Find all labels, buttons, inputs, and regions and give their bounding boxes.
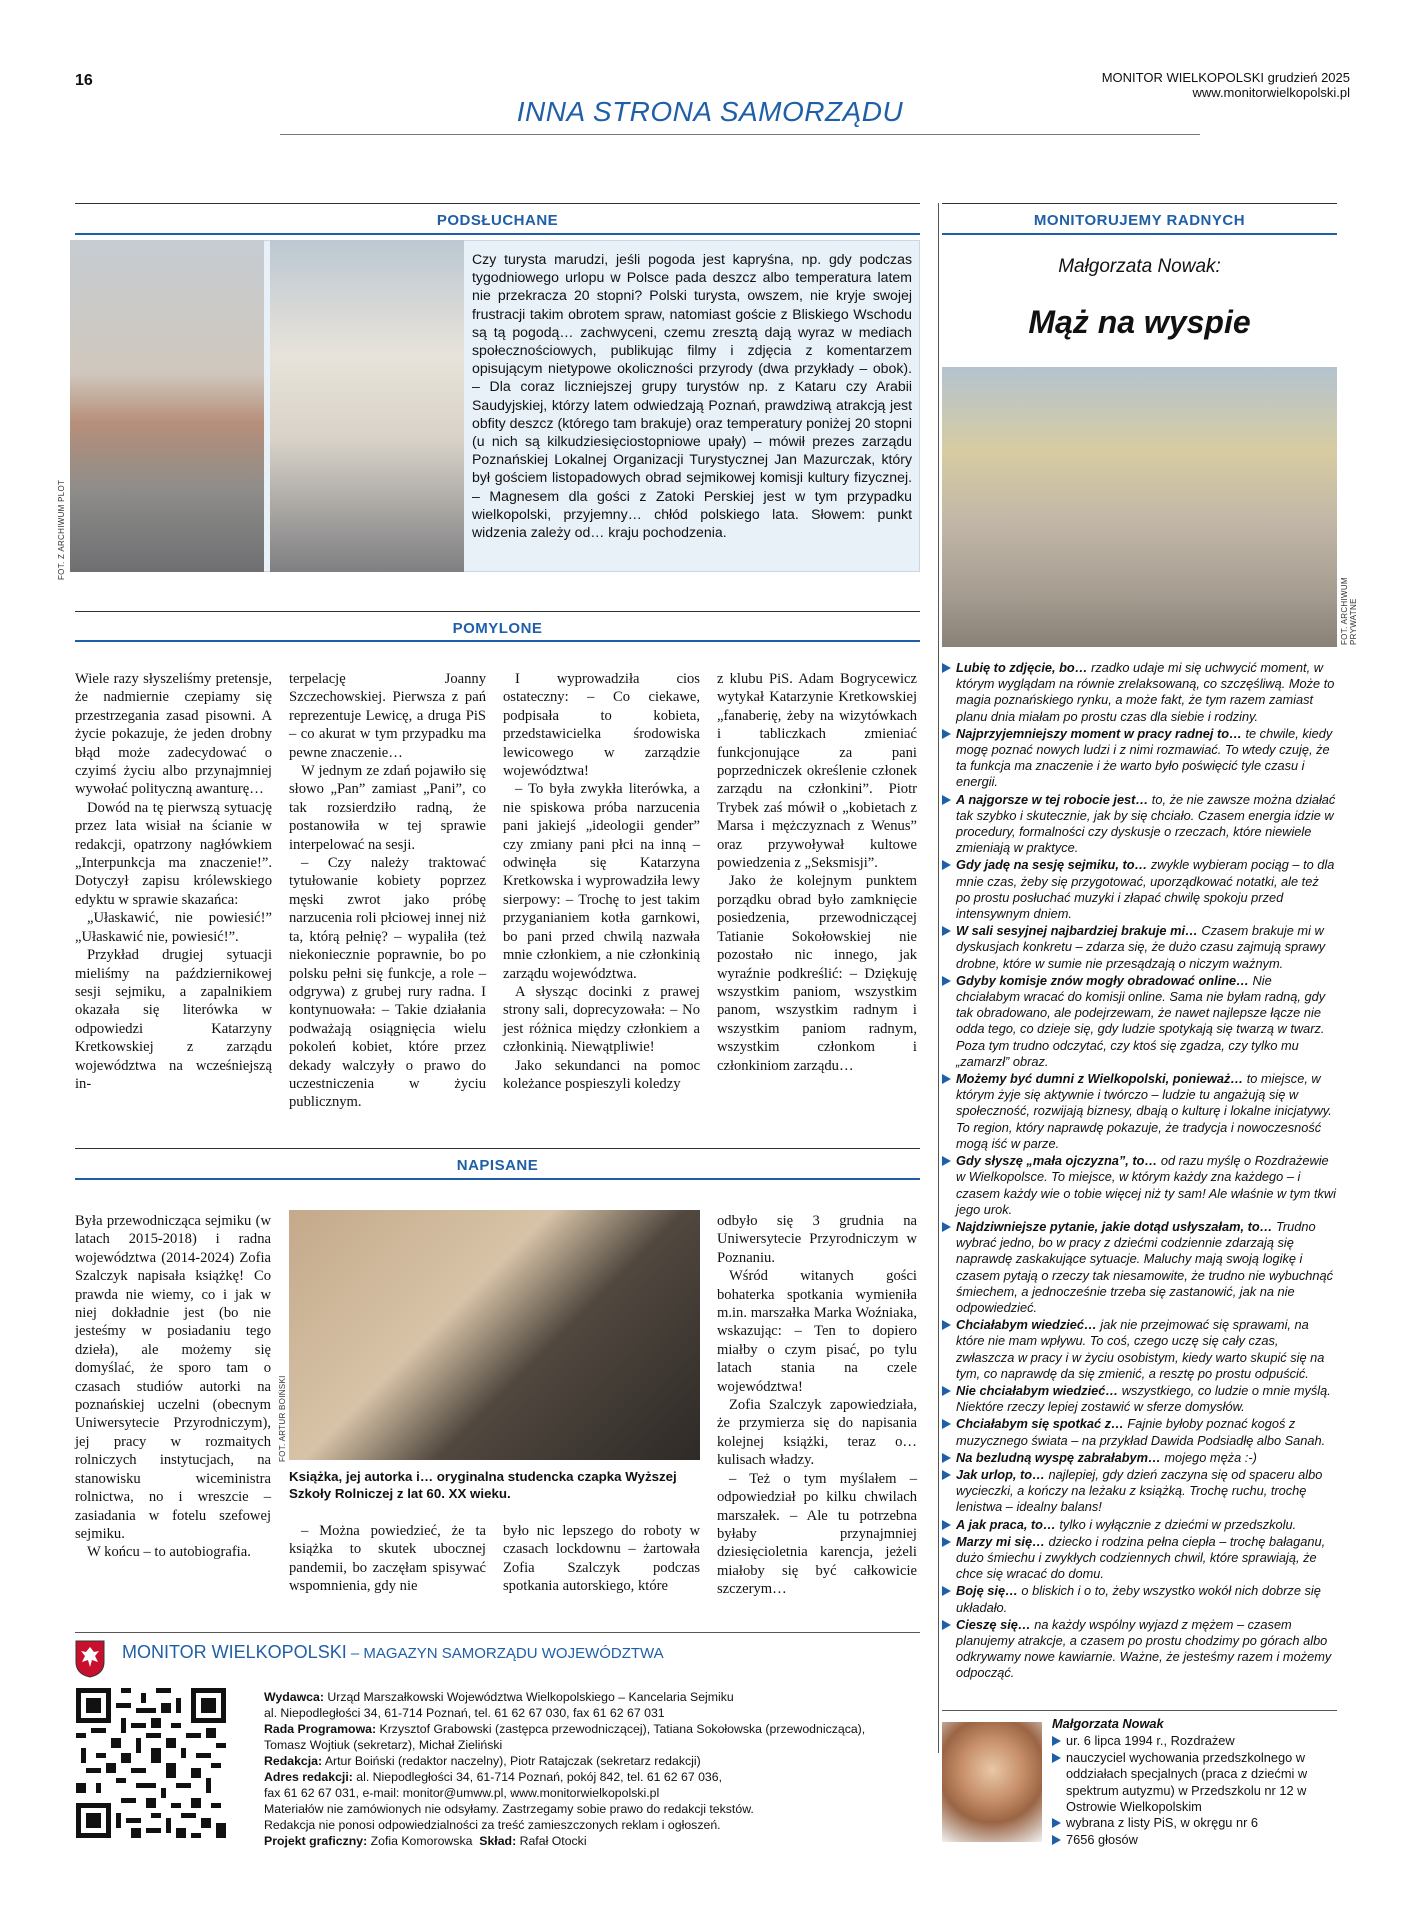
napisane-title: NAPISANE [456,1157,539,1174]
footer-info [264,1689,924,1849]
footer-line: Redakcja: Artur Boiński (redaktor naczelny), Piotr Ratajczak (sekretarz redakcji) [264,1754,701,1768]
tourist-rain-photo-1 [70,240,264,572]
qa-item: A najgorsze w tej robocie jest… to, że nie zawsze można działać tak szybko i skutecznie, jak by się chciało. Czasem energia idzie w procedury, formalności czy dyskusje o rzeczach, które niewiele zmieniają w praktyce. [942,792,1336,857]
pomylone-col-2 [289,670,486,1112]
qa-item: Cieszę się… na każdy wspólny wyjazd z mężem – czasem planujemy atrakcje, a czasem po prostu chodzimy po górach albo odkrywamy nowe kawiarnie. Ważne, że jesteśmy razem i możemy odpocząć. [942,1617,1336,1682]
bio-item: wybrana z listy PiS, w okręgu nr 6 [1052,1815,1337,1831]
footer-rule [75,1632,920,1633]
bio-box [1052,1716,1337,1848]
footer-line: Rada Programowa: Krzysztof Grabowski (zastępca przewodniczącej), Tatiana Sokołowska (przewodnicząca), [264,1722,866,1736]
paragraph: – Też o tym myślałem – odpowiedział po kilku chwilach marszałek. – Ale tu potrzebna byłaby przynajmniej dziesięcioletnia karencja, jeżeli miałoby się być całkowicie szczerym… [717,1470,917,1598]
paragraph: I wyprowadziła cios ostateczny: – Co ciekawe, podpisała to kobieta, przedstawicielka środowiska lewicowego w zarządzie województwa! [503,671,700,780]
paragraph: Była przewodnicząca sejmiku (w latach 2015-2018) i radna województwa (2014-2024) Zofia Szalczyk napisała książkę! Co prawda nie wiemy, co i jak w niej dokładnie jest (bo nie jesteśmy w posiadaniu tego dzieła), ale możemy się domyślać, że sporo tam o czasach studiów autorki na poznańskiej uczelni (obecnym Uniwersytecie Przyrodniczym), jej pracy w rozmaitych rolniczych instytucjach, na stanowisku wiceministra rolnictwa, no i wreszcie – zasiadania w fotelu szefowej sejmiku. [75,1213,271,1542]
bio-item: nauczyciel wychowania przedszkolnego w oddziałach specjalnych (praca z dziećmi w spektrum autyzmu) w Przedszkolu nr 12 w Ostrowie Wielkopolskim [1052,1750,1337,1816]
napisane-photo-credit: FOT. ARTUR BOIŃSKI [278,1375,287,1462]
pomylone-title: POMYLONE [452,620,543,637]
footer-line: Projekt graficzny: Zofia Komorowska Skład: Rafał Otocki [264,1834,587,1848]
bio-rule [942,1710,1337,1711]
pomylone-rule [75,611,920,612]
napisane-rule [75,1148,920,1149]
coat-of-arms-icon [75,1640,105,1678]
qa-item: Gdyby komisje znów mogły obradować online… Nie chciałabym wracać do komisji online. Sama nie byłam radną, gdy tak obradowano, ale podejrzewam, że nawet najlepsze łącze nie odda tego, co dzieje się, gdy ludzie spotykają się twarzą w twarz. Poza tym trudno odczytać, czy ktoś się zgadza, czy tylko mu „zamarzł” obraz. [942,973,1336,1070]
paragraph: W jednym ze zdań pojawiło się słowo „Pan” zamiast „Pani”, co tak rozsierdziło radną, że postanowiła w tej sprawie interpelować na sesji. [289,763,486,853]
pomylone-col-1 [75,670,272,1093]
footer-line: fax 61 62 67 031, e-mail: monitor@umww.pl, www.monitorwielkopolski.pl [264,1786,660,1800]
footer-line: Tomasz Wojtiuk (sekretarz), Michał Zieliński [264,1738,503,1752]
paragraph: Wśród witanych gości bohaterka spotkania wymieniła m.in. marszałka Marka Woźniaka, wskazując: – Ten to dopiero miałby o czym pisać, po tylu latach stania na czele województwa! [717,1268,917,1395]
bio-name: Małgorzata Nowak [1052,1716,1164,1731]
footer-line: Redakcja nie ponosi odpowiedzialności za treść zamieszczonych reklam i ogłoszeń. [264,1818,721,1832]
qa-item: Chciałabym wiedzieć… jak nie przejmować się sprawami, na które nie mam wpływu. To coś, czego uczę się cały czas, zwłaszcza w pracy i w życiu osobistym, kiedy warto skupić się na tym, co naprawdę da się zmienić, a resztę po prostu odpuścić. [942,1317,1336,1382]
paragraph: było nic lepszego do roboty w czasach lockdownu – żartowała Zofia Szalczyk podczas spotkania autorskiego, które [503,1523,700,1595]
napisane-col-3 [503,1522,700,1596]
qa-item: Nie chciałabym wiedzieć… wszystkiego, co ludzie o mnie myślą. Niektóre rzeczy lepiej zostawić w sferze domysłów. [942,1383,1336,1415]
qr-code-icon[interactable] [76,1688,226,1838]
paragraph: odbyło się 3 grudnia na Uniwersytecie Przyrodniczym w Poznaniu. [717,1213,917,1266]
qa-item: A jak praca, to… tylko i wyłącznie z dziećmi w przedszkolu. [942,1517,1336,1533]
photo-caption: Książka, jej autorka i… oryginalna studencka czapka Wyższej Szkoły Rolniczej z lat 60. XX wieku. [289,1469,677,1501]
qa-item: Jak urlop, to… najlepiej, gdy dzień zaczyna się od spaceru albo wycieczki, a kończy na leżaku z książką. Trochę ruchu, trochę lenistwa – idealny balans! [942,1467,1336,1516]
qa-item: Boję się… o bliskich i o to, żeby wszystko wokół nich dobrze się układało. [942,1583,1336,1615]
qa-item: Chciałabym się spotkać z… Fajnie byłoby poznać kogoś z muzycznego świata – na przykład Dawida Podsiadłę albo Sanah. [942,1416,1336,1448]
councillor-name: Małgorzata Nowak: [1058,256,1221,277]
header-divider [280,134,1200,135]
napisane-col-4 [717,1212,917,1599]
paragraph: Zofia Szalczyk zapowiedziała, że przymierza się do napisania kolejnej książki, teraz o… kulisach władzy. [717,1397,917,1469]
qa-item: Najprzyjemniejszy moment w pracy radnej to… te chwile, kiedy mogę poznać nowych ludzi i z nimi rozmawiać. To wtedy czuję, że ta funkcja ma znaczenie i że warto było poświęcić tyle czasu i energii. [942,726,1336,791]
qa-item: Na bezludną wyspę zabrałabym… mojego męża :-) [942,1450,1336,1466]
paragraph: „Ułaskawić, nie powiesić!” „Ułaskawić nie, powiesić!”. [75,910,272,945]
qa-item: Gdy słyszę „mała ojczyzna”, to… od razu myślę o Rozdrażewie w Wielkopolsce. To miejsce, w którym każdy zna każdego – i czasem każdy wie o tobie więcej niż ty sam! Ale właśnie w tym tkwi jego urok. [942,1153,1336,1218]
podsluchane-line [75,233,920,235]
monitorujemy-title: MONITORUJEMY RADNYCH [1033,212,1246,229]
paragraph: – Można powiedzieć, że ta książka to skutek ubocznej pandemii, bo zaczęłam spisywać wspomnienia, gdy nie [289,1523,486,1595]
paragraph: Przykład drugiej sytuacji mieliśmy na październikowej sesji sejmiku, a zapalnikiem okazała się literówka w odpowiedzi Katarzyny Kretkowskiej z zarządu województwa na wcześniejszą in- [75,947,272,1092]
councillor-photo [942,367,1337,647]
paragraph: W końcu – to autobiografia. [87,1544,251,1561]
footer-brand-line [122,1642,664,1663]
podsluchane-title: PODSŁUCHANE [436,212,559,229]
monitorujemy-photo-credit: FOT. ARCHIWUM PRYWATNE [1340,577,1358,645]
paragraph: Dowód na tę pierwszą sytuację przez lata wisiał na ścianie w redakcji, opatrzony nagłówkiem „Interpunkcja ma znaczenie!”. Dotyczył zapisu królewskiego edyktu w sprawie skazańca: [75,799,272,908]
pomylone-line [75,640,920,642]
interview-headline: Mąż na wyspie [1028,304,1251,340]
page-number: 16 [75,72,93,89]
paragraph: z klubu PiS. Adam Bogrycewicz wytykał Katarzynie Kretkowskiej „fanaberię, żeby na wizytówkach i tabliczkach zmieniać funkcjonujące za pani poprzedniczek określenie członek zarządu na członkini”. Piotr Trybek zaś mówił o „kobietach z Marsa i mężczyznach z Wenus” oraz przywoływał kultowe powiedzenia z „Seksmisji”. [717,671,917,872]
councillor-portrait [942,1722,1042,1842]
podsluchane-photo-credit: FOT. Z ARCHIWUM PLOT [57,479,66,580]
pomylone-col-4 [717,670,917,1075]
qa-list [942,660,1336,1683]
napisane-col-1 [75,1212,271,1562]
paragraph: terpelację Joanny Szczechowskiej. Pierwsza z pań reprezentuje Lewicę, a druga PiS – co akurat w tym przypadku ma pewne znaczenie… [289,671,486,761]
qa-item: Marzy mi się… dziecko i rodzina pełna ciepła – trochę bałaganu, dużo śmiechu i zwykłych codziennych chwil, które sprawiają, że chce się wracać do domu. [942,1534,1336,1583]
paragraph: – To była zwykła literówka, a nie spiskowa próba narzucenia pani jakiejś „ideologii gender” czy zmiany pani płci na inną – odwinęła się Katarzyna Kretkowska i wyprowadziła lewy sierpowy: – Trochę to jest takim przyganianiem kotła garnkowi, bo pani przed chwilą nazwała mnie członkiem, a nie członkinią zarządu województwa. [503,781,700,982]
tourist-rain-photo-2 [270,240,464,572]
podsluchane-rule [75,203,920,204]
monitorujemy-rule [942,203,1337,204]
author-with-book-photo [289,1210,700,1460]
pomylone-col-3 [503,670,700,1093]
paragraph: Wiele razy słyszeliśmy pretensje, że nadmiernie czepiamy się przestrzegania zasad pisowni. A życie pokazuje, że jeden drobny błąd może zadecydować o czyimś życiu albo przynajmniej wywołać polityczną awanturę… [75,671,272,798]
footer-line: Adres redakcji: al. Niepodległości 34, 61-714 Poznań, pokój 842, tel. 61 62 67 036, [264,1770,723,1784]
footer-line: Materiałów nie zamówionych nie odsyłamy. Zastrzegamy sobie prawo do redakcji tekstów. [264,1802,754,1816]
qa-item: Gdy jadę na sesję sejmiku, to… zwykle wybieram pociąg – to dla mnie czas, żeby się przygotować, uporządkować notatki, ale też po prostu posłuchać muzyki i złapać chwilę spokoju przed intensywnym dniem. [942,857,1336,922]
footer-line: al. Niepodległości 34, 61-714 Poznań, tel. 61 62 67 030, fax 61 62 67 031 [264,1706,665,1720]
bio-item: 7656 głosów [1052,1832,1337,1848]
qa-item: W sali sesyjnej najbardziej brakuje mi… Czasem brakuje mi w dyskusjach konkretu – zdarza się, że dużo czasu zajmują sprawy drobne, które w sumie nie przesądzają o niczym ważnym. [942,923,1336,972]
publication-date: MONITOR WIELKOPOLSKI grudzień 2025 [1101,70,1350,85]
bio-item: ur. 6 lipca 1994 r., Rozdrażew [1052,1733,1337,1749]
paragraph: Jako sekundanci na pomoc koleżance pospieszyli koledzy [503,1057,700,1092]
paragraph: Jako że kolejnym punktem porządku obrad było zamknięcie posiedzenia, przewodniczącej Tatianie Sokołowskiej nie pozostało nic innego, jak wyraźnie podkreślić: – Dziękuję wszystkim paniom, wszystkim panom, wszystkim radnym i wszystkim paniom radnym, wszystkim członkom i członkiniom zarządu… [717,873,917,1074]
napisane-col-2 [289,1522,486,1596]
napisane-line [75,1178,920,1180]
footer-line: Wydawca: Urząd Marszałkowski Województwa Wielkopolskiego – Kancelaria Sejmiku [264,1690,734,1704]
qa-item: Najdziwniejsze pytanie, jakie dotąd usłyszałam, to… Trudno wybrać jedno, bo w pracy z dziećmi codziennie zdarzają się naprawdę zaskakujące sytuacje. Maluchy mają swoją logikę i czasem pytają o rzeczy tak niesamowite, że trudno nie wybuchnąć śmiechem, a jednocześnie trzeba się zastanowić, jak na nie odpowiedzieć. [942,1219,1336,1316]
qa-item: Możemy być dumni z Wielkopolski, ponieważ… to miejsce, w którym żyje się aktywnie i twórczo – ludzie tu angażują się w społeczność, rozwijają biznesy, dbają o kulturę i lokalne inicjatywy. To region, który naprawdę pokazuje, że tradycja i nowoczesność mogą iść w parze. [942,1071,1336,1152]
column-divider [938,203,939,1753]
podsluchane-text: Czy turysta marudzi, jeśli pogoda jest kapryśna, np. gdy podczas tygodniowego urlopu w Polsce pada deszcz albo temperatura latem nie przekracza 20 stopni? Polski turysta, owszem, nie kryje swojej frustracji takim obrotem spraw, natomiast goście z Bliskiego Wschodu są tą pogodą… zachwyceni, czemu zresztą dają wyraz w mediach społecznościowych, publikując filmy i zdjęcia z komentarzem opisującym nietypowe okoliczności przyrody (dwa przykłady – obok). – Dla coraz liczniejszej grupy turystów np. z Kataru czy Arabii Saudyjskiej, którzy latem odwiedzają Poznań, prawdziwą atrakcją jest obfity deszcz (którego tam brakuje) oraz temperatury poniżej 20 stopni (u nich są kilkudziesięciostopniowe upały) – mówił prezes zarządu Poznańskiej Lokalnej Organizacji Turystycznej Jan Mazurczak, który był gościem listopadowych obrad sejmikowej komisji kultury fizycznej. – Magnesem dla gości z Zatoki Perskiej jest w tym przypadku wielkopolski, przyjemny… chłód polskiego lata. Słowem: punkt widzenia zależy od… kraju pochodzenia. [472,251,912,541]
footer-brand: MONITOR WIELKOPOLSKI [122,1642,347,1662]
paragraph: A słysząc docinki z prawej strony sali, doprecyzowała: – No jest różnica między członkiem a członkinią. Niewątpliwie! [503,983,700,1056]
paragraph: – Czy należy traktować tytułowanie kobiety poprzez męski zwrot jako próbę narzucenia roli płciowej innej niż ta, którą pełnię? – wypaliła (też niekoniecznie poprawnie, bo po polsku pełni się funkcje, a role – odgrywa) z grubej rury radna. I kontynuowała: – Takie działania podważają osiągnięcia wielu pokoleń kobiet, które przez dekady walczyły o prawo do uczestniczenia w życiu publicznym. [289,855,486,1111]
monitorujemy-line [942,233,1337,235]
website-link[interactable]: www.monitorwielkopolski.pl [1192,85,1350,100]
qa-item: Lubię to zdjęcie, bo… rzadko udaje mi się uchwycić moment, w którym wyglądam na równie zrelaksowaną, co szczęśliwą. Może to magia poznańskiego rynku, a może fakt, że tym razem zamiast planu dnia miałam po prostu czas dla siebie i rodziny. [942,660,1336,725]
section-heading: INNA STRONA SAMORZĄDU [516,96,904,127]
footer-tagline: – MAGAZYN SAMORZĄDU WOJEWÓDZTWA [346,1645,664,1662]
